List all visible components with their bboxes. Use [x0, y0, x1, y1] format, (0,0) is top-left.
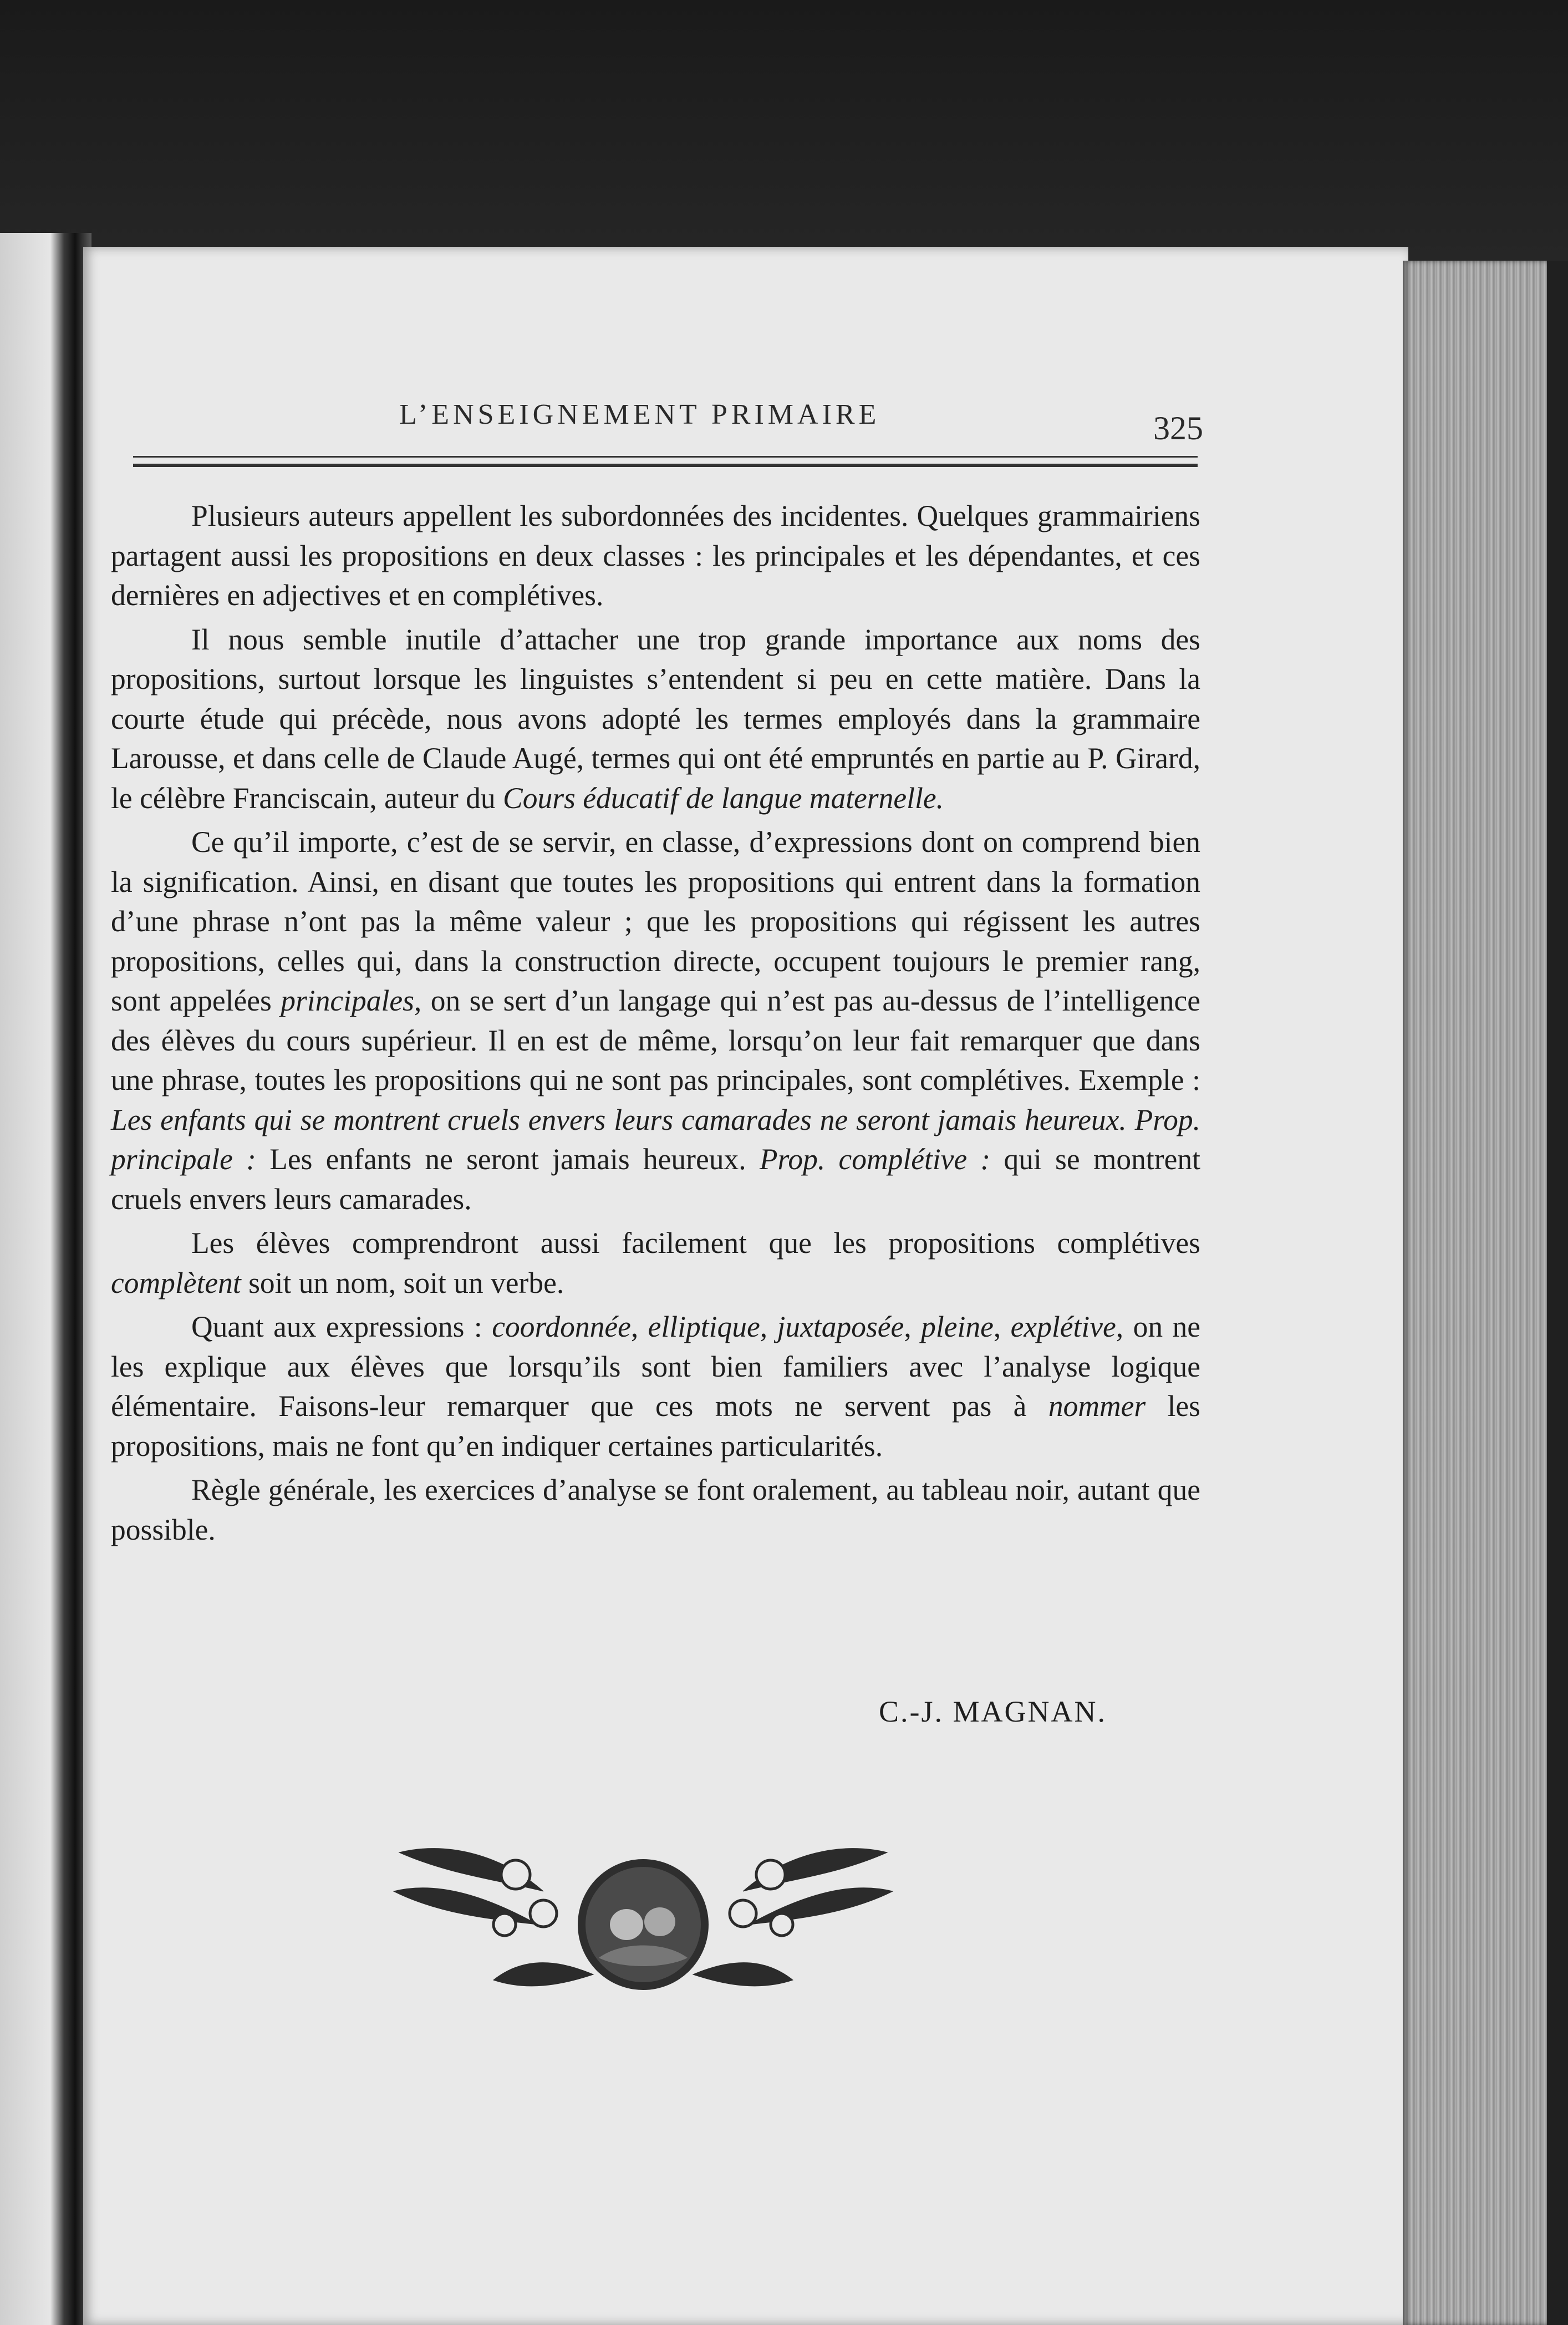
paragraph-4 [111, 1224, 1200, 1303]
italic-run: juxtaposée [777, 1310, 904, 1343]
text-run: , [993, 1310, 1011, 1343]
text-run: , [760, 1310, 777, 1343]
body-text [111, 496, 1200, 1550]
text-run: Ce qu’il importe, c’est de se servir, en classe, d’expressions dont on comprend bien la signification. Ainsi, en disant que toutes les propositions qui entrent dans la formation d’une phrase n’ont pas la même valeur ; que les propositions qui régissent les autres propositions, celles qui, dans la construction directe, occupent toujours le premier rang, sont appelées [111, 825, 1200, 1017]
scanner-background [0, 0, 1568, 261]
text-run: , on se sert d’un langage qui n’est pas au-dessus de l’intelligence des élèves du cours supérieur. Il en est de même, lorsqu’on leur fait remarquer que dans une phrase, toutes les propositions qui ne sont pas principales, sont complétives. Exemple : [111, 984, 1200, 1096]
left-page-edge [0, 233, 91, 2325]
italic-run: principales [281, 984, 414, 1017]
right-background [1547, 261, 1568, 2325]
floral-ornament-icon [377, 1830, 909, 2030]
running-title: L’ENSEIGNEMENT PRIMAIRE [399, 399, 880, 430]
italic-run: complètent [111, 1266, 241, 1299]
text-run: Il nous semble inutile d’attacher une trop grande importance aux noms des propositions, surtout lorsque les linguistes s’entendent si peu en cette matière. Dans la courte étude qui précède, nous avons adopté les termes employés dans la grammaire Larousse, et dans celle de Claude Augé, termes qui ont été empruntés en partie au P. Girard, le célèbre Franciscain, auteur du [111, 622, 1200, 815]
text-run: qui se montrent cruels envers leurs camarades. [111, 1143, 1200, 1216]
paragraph-1 [111, 496, 1200, 616]
paragraph-3 [111, 823, 1200, 1219]
header-rule-thick [133, 464, 1198, 467]
text-run: Règle générale, les exercices d’analyse se font oralement, au tableau noir, autant que possible. [111, 1473, 1200, 1546]
text-run: soit un nom, soit un verbe. [241, 1266, 564, 1299]
text-run: Plusieurs auteurs appellent les subordonnées des incidentes. Quelques grammairiens partagent aussi les propositions en deux classes : les principales et les dépendantes, et ces dernières en adjectives et en complétives. [111, 499, 1200, 612]
text-run: les propositions, mais ne font qu’en indiquer certaines particularités. [111, 1389, 1201, 1463]
page-stack-edge [1403, 261, 1547, 2325]
italic-run: nommer [1048, 1389, 1146, 1423]
italic-run: coordonnée [492, 1310, 631, 1343]
text-run: Les élèves comprendront aussi facilement que les propositions complétives [191, 1226, 1200, 1260]
header-rule-thin [133, 456, 1198, 458]
author-signature: C.-J. MAGNAN. [879, 1695, 1107, 1728]
text-run: Quant aux expressions : [191, 1310, 492, 1343]
paragraph-5 [111, 1307, 1200, 1466]
text-run: Les enfants ne seront jamais heureux. [256, 1143, 760, 1176]
text-run: , [630, 1310, 648, 1343]
text-run: , on ne les explique aux élèves que lorsqu’ils sont bien familiers avec l’analyse logique élémentaire. Faisons-leur remarquer que ces mots ne servent pas à [111, 1310, 1200, 1423]
italic-run: elliptique [648, 1310, 760, 1343]
italic-run: Les enfants qui se montrent cruels envers leurs camarades ne seront jamais heureux. Prop. principale : [111, 1103, 1200, 1176]
paragraph-6 [111, 1470, 1200, 1550]
italic-run: Prop. complétive : [759, 1143, 991, 1176]
italic-run: explétive [1010, 1310, 1116, 1343]
italic-run: Cours éducatif de langue maternelle. [503, 781, 944, 815]
italic-run: pleine [921, 1310, 994, 1343]
paragraph-2 [111, 620, 1200, 819]
page-number: 325 [1153, 410, 1203, 446]
text-run: , [904, 1310, 922, 1343]
